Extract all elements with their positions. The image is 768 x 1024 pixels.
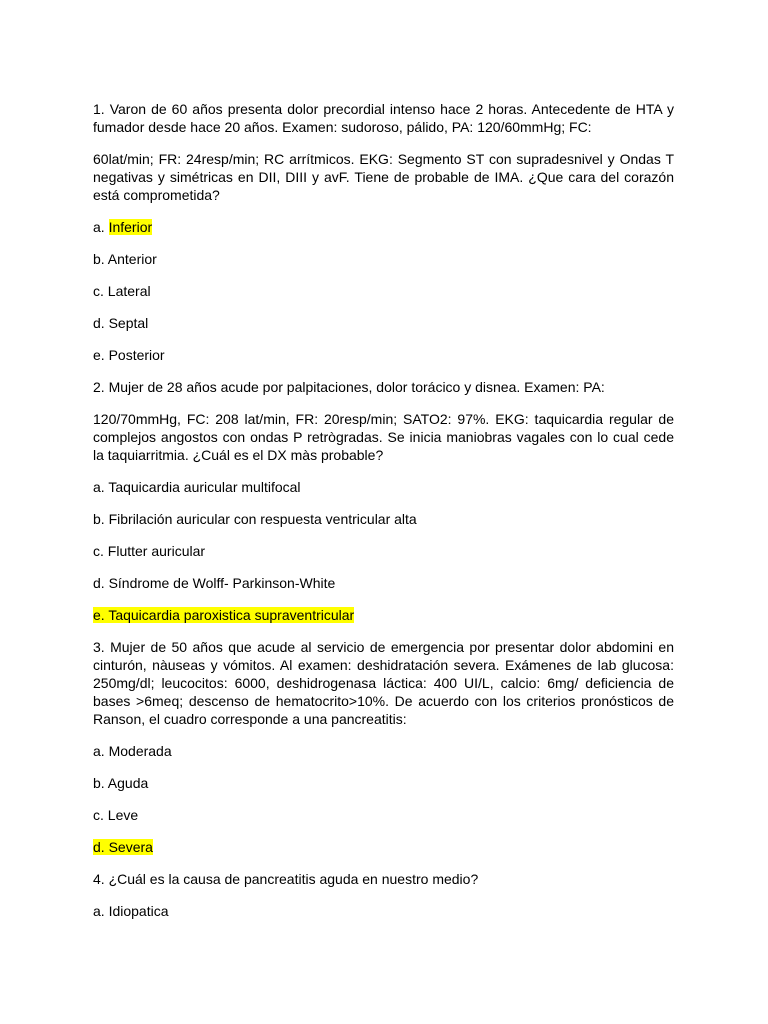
question-2-stem-part-2: 120/70mmHg, FC: 208 lat/min, FR: 20resp/min; SATO2: 97%. EKG: taquicardia regular de complejos angostos con ondas P retrògradas. Se inicia maniobras vagales con lo cual cede la taquiarritmia. ¿Cuál es el DX màs probable? [93,411,674,463]
option-text: Anterior [107,251,157,267]
option-prefix: d. [93,315,109,331]
option-text: Flutter auricular [107,543,206,559]
option-prefix: e. [93,607,109,623]
question-4-stem: 4. ¿Cuál es la causa de pancreatitis aguda en nuestro medio? [93,871,479,887]
question-2-option-e [93,606,674,624]
question-4-option-a [93,902,674,920]
question-1-option-a [93,218,674,236]
question-2-option-c [93,542,674,560]
option-text: Aguda [107,775,149,791]
question-1-option-d [93,314,674,332]
option-text: Fibrilación auricular con respuesta ventricular alta [108,511,417,527]
option-text: Moderada [108,743,172,759]
option-text: Septal [108,315,149,331]
question-3-option-d [93,838,674,856]
option-prefix: a. [93,479,109,495]
option-text: Lateral [107,283,151,299]
option-text: Taquicardia auricular multifocal [108,479,301,495]
question-3-option-c [93,806,674,824]
highlighted-answer [93,839,153,855]
option-prefix: d. [93,839,109,855]
highlighted-answer [93,607,354,623]
option-text: Posterior [108,347,165,363]
question-1-option-e [93,346,674,364]
option-prefix: a. [93,219,109,235]
option-prefix: d. [93,575,109,591]
question-3-option-a [93,742,674,760]
question-2-option-b [93,510,674,528]
option-prefix: a. [93,903,109,919]
highlighted-answer: Inferior [108,219,153,235]
option-prefix: c. [93,283,108,299]
option-text: Taquicardia paroxistica supraventricular [108,607,355,623]
question-2-option-d [93,574,674,592]
question-1-option-c [93,282,674,300]
option-prefix: b. [93,775,108,791]
option-prefix: e. [93,347,109,363]
option-prefix: c. [93,543,108,559]
option-prefix: b. [93,251,108,267]
question-2-option-a [93,478,674,496]
option-text: Síndrome de Wolff- Parkinson-White [108,575,336,591]
question-3-stem: 3. Mujer de 50 años que acude al servicio de emergencia por presentar dolor abdomini en cinturón, nàuseas y vómitos. Al examen: deshidratación severa. Exámenes de lab glucosa: 250mg/dl; leucocitos: 6000, deshidrogenasa láctica: 400 UI/L, calcio: 6mg/ deficiencia de bases >6meq; descenso de hematocrito>10%. De acuerdo con los criterios pronósticos de Ranson, el cuadro corresponde a una pancreatitis: [93,639,674,727]
option-prefix: b. [93,511,109,527]
option-text: Leve [107,807,139,823]
question-1-stem-part-2: 60lat/min; FR: 24resp/min; RC arrítmicos. EKG: Segmento ST con supradesnivel y Ondas T negativas y simétricas en DII, DIII y avF. Tiene de probable de IMA. ¿Que cara del corazón está comprometida? [93,151,674,203]
option-text: Severa [108,839,153,855]
option-prefix: c. [93,807,108,823]
question-3-option-b [93,774,674,792]
option-prefix: a. [93,743,109,759]
question-2-stem-part-1: 2. Mujer de 28 años acude por palpitaciones, dolor torácico y disnea. Examen: PA: [93,379,605,395]
question-1-stem-part-1: 1. Varon de 60 años presenta dolor precordial intenso hace 2 horas. Antecedente de HTA y fumador desde hace 20 años. Examen: sudoroso, pálido, PA: 120/60mmHg; FC: [93,101,674,135]
option-text: Idiopatica [108,903,169,919]
question-1-option-b [93,250,674,268]
